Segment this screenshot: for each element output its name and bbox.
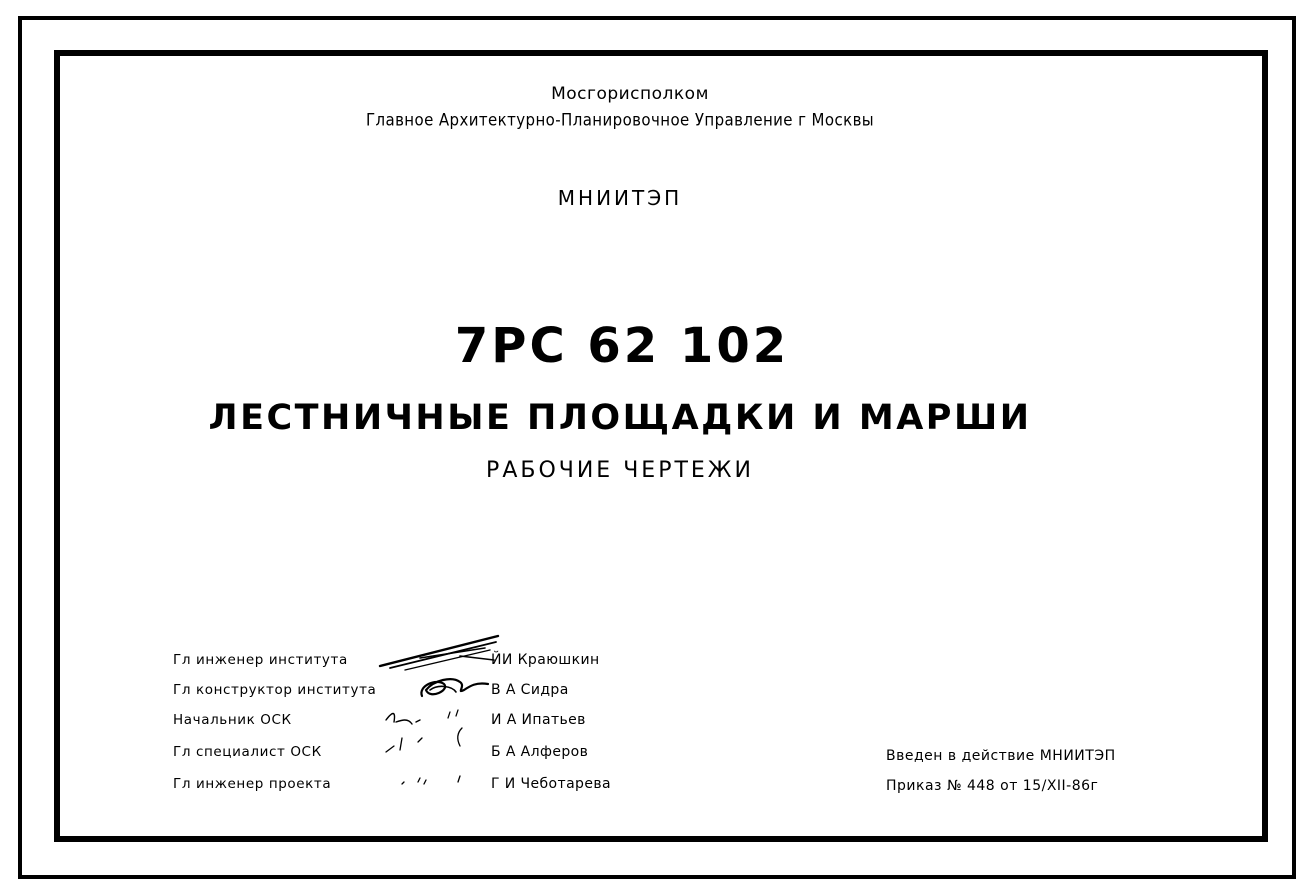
signature-name: Г И Чеботарева [491, 776, 611, 792]
signature-name: Б А Алферов [491, 744, 589, 760]
signature-role: Гл специалист ОСК [173, 744, 322, 760]
document-code: 7РС 62 102 [454, 318, 790, 374]
signature-role: Гл конструктор института [173, 682, 377, 698]
handwritten-signatures [360, 628, 500, 798]
signature-name: В А Сидра [491, 682, 569, 698]
order-line: Приказ № 448 от 15/XII-86г [886, 778, 1099, 794]
department-name: Главное Архитектурно-Планировочное Управление г Москвы [365, 110, 875, 130]
signature-role: Начальник ОСК [173, 712, 292, 728]
organization-name: Мосгорисполком [551, 84, 709, 104]
document-subtitle: РАБОЧИЕ ЧЕРТЕЖИ [486, 458, 754, 483]
document-title: ЛЕСТНИЧНЫЕ ПЛОЩАДКИ И МАРШИ [208, 398, 1032, 438]
signature-name: ЙИ Краюшкин [491, 652, 600, 668]
introduction-line: Введен в действие МНИИТЭП [886, 748, 1116, 764]
signature-role: Гл инженер института [173, 652, 348, 668]
institute-name: МНИИТЭП [557, 186, 683, 210]
signature-role: Гл инженер проекта [173, 776, 332, 792]
signature-name: И А Ипатьев [491, 712, 586, 728]
